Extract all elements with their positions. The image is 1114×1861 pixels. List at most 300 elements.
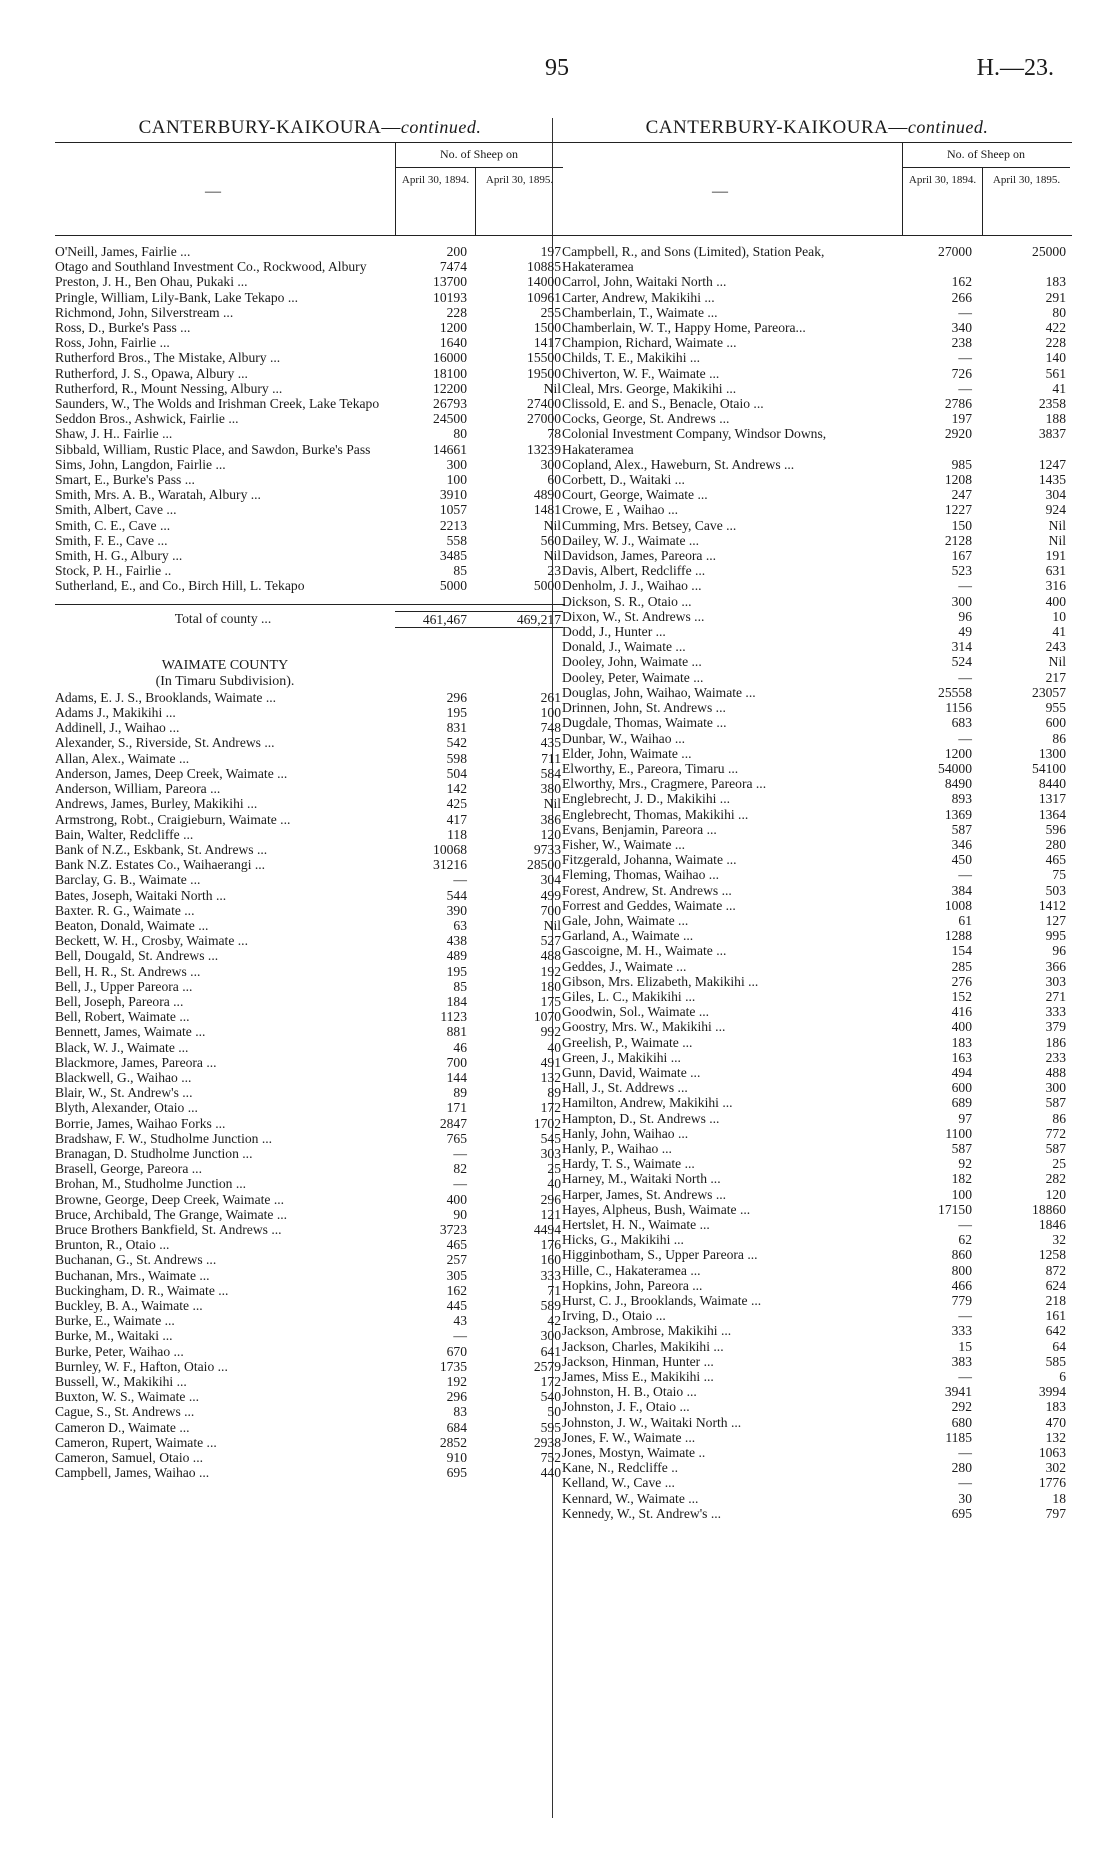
sheep-1894: 154: [951, 943, 972, 959]
sheep-1895: 333: [1045, 1004, 1066, 1020]
owner-name: Hampton, D., St. Andrews ...: [562, 1110, 720, 1126]
sheep-1894: 17150: [938, 1201, 972, 1217]
sheep-1895: 89: [547, 1085, 561, 1101]
sheep-1895: 271: [1045, 988, 1066, 1004]
owner-name: Dooley, Peter, Waimate ...: [562, 669, 704, 685]
owner-name: Seddon Bros., Ashwick, Fairlie ...: [55, 411, 239, 427]
sheep-1894: —: [958, 730, 972, 746]
owner-name: Donald, J., Waimate ...: [562, 639, 686, 655]
sheep-1894: 400: [446, 1191, 467, 1207]
sheep-1894: —: [453, 1176, 467, 1192]
sheep-1895: 4890: [533, 487, 561, 503]
table-row: [562, 487, 1072, 502]
sheep-1894: —: [453, 1145, 467, 1161]
sheep-1894: 466: [951, 1277, 972, 1293]
table-row: [562, 867, 1072, 882]
sheep-1895: 255: [540, 304, 561, 320]
sheep-1894: 1640: [439, 335, 467, 351]
owner-name: Blair, W., St. Andrew's ...: [55, 1085, 193, 1101]
table-row: [562, 350, 1072, 365]
table-row: [562, 1156, 1072, 1171]
table-row: [562, 563, 1072, 578]
sheep-1894: 450: [951, 852, 972, 868]
table-row: [55, 1192, 565, 1207]
owner-name: Ross, John, Fairlie ...: [55, 335, 170, 351]
sheep-1894: 18100: [433, 365, 467, 381]
owner-name: Sims, John, Langdon, Fairlie ...: [55, 456, 226, 472]
owner-name: Corbett, D., Waitaki ...: [562, 472, 685, 488]
sheep-1895: 711: [541, 750, 561, 766]
sheep-1894: 27000: [938, 244, 972, 259]
table-row: [562, 1004, 1072, 1019]
sheep-1895: 120: [540, 826, 561, 842]
sheep-1894: 80: [453, 426, 467, 442]
right-header-dash: —: [712, 183, 728, 200]
sheep-1895: 304: [540, 872, 561, 888]
sheep-1895: Nil: [543, 917, 561, 933]
owner-name: Jones, F. W., Waimate ...: [562, 1429, 696, 1445]
sheep-1895: 527: [540, 933, 561, 949]
sheep-1895: 540: [540, 1389, 561, 1405]
sheep-1894: —: [958, 304, 972, 320]
sheep-1894: 438: [446, 933, 467, 949]
sheep-1894: 684: [446, 1419, 467, 1435]
sheep-1895: 386: [540, 811, 561, 827]
sheep-1894: 54000: [938, 760, 972, 776]
table-row: [562, 594, 1072, 609]
sheep-1894: 1123: [440, 1009, 467, 1025]
sheep-1895: 303: [1045, 973, 1066, 989]
table-row: [562, 1339, 1072, 1354]
sheep-1895: 545: [540, 1130, 561, 1146]
table-row: [55, 244, 565, 259]
sheep-1894: 417: [446, 811, 467, 827]
sheep-1895: 587: [1045, 1095, 1066, 1111]
right-column: [562, 112, 1072, 1521]
sheep-1894: 195: [446, 963, 467, 979]
owner-name: Bussell, W., Makikihi ...: [55, 1374, 187, 1390]
owner-name: Chamberlain, T., Waimate ...: [562, 304, 718, 320]
table-row: [55, 812, 565, 827]
table-row: [55, 933, 565, 948]
left-column-title: CANTERBURY-KAIKOURA—continued.: [138, 117, 482, 138]
owner-name: Dixon, W., St. Andrews ...: [562, 608, 705, 624]
sheep-1895: 161: [1045, 1308, 1066, 1324]
table-row: [55, 903, 565, 918]
section-title: WAIMATE COUNTY: [161, 657, 289, 673]
owner-name: Carter, Andrew, Makikihi ...: [562, 289, 715, 305]
owner-name: Beckett, W. H., Crosby, Waimate ...: [55, 933, 248, 949]
table-row: [55, 766, 565, 781]
table-row: [55, 366, 565, 381]
sheep-1894: 1369: [944, 806, 972, 822]
sheep-1894: 182: [951, 1171, 972, 1187]
table-row: [562, 1095, 1072, 1110]
owner-name: Rutherford Bros., The Mistake, Albury ...: [55, 350, 281, 366]
sheep-1894: 238: [951, 335, 972, 351]
left-column: [55, 112, 565, 1480]
owner-name: Shaw, J. H.. Fairlie ...: [55, 426, 173, 442]
owner-name: Hamilton, Andrew, Makikihi ...: [562, 1095, 733, 1111]
owner-name: Addinell, J., Waihao ...: [55, 720, 180, 736]
owner-name: Richmond, John, Silverstream ...: [55, 304, 234, 320]
sheep-1894: —: [453, 1328, 467, 1344]
owner-name: Alexander, S., Riverside, St. Andrews ...: [55, 735, 275, 751]
sheep-1895: 465: [1045, 852, 1066, 868]
sheep-1895: 18860: [1032, 1201, 1066, 1217]
table-row: [562, 533, 1072, 548]
sheep-1894: 285: [951, 958, 972, 974]
sheep-1895: 10961: [527, 289, 561, 305]
owner-name: Cague, S., St. Andrews ...: [55, 1404, 195, 1420]
owner-name: Bank N.Z. Estates Co., Waihaerangi ...: [55, 857, 266, 873]
sheep-1895: 3837: [1038, 426, 1066, 442]
table-row: [562, 381, 1072, 396]
table-row: [55, 1009, 565, 1024]
table-row: [55, 518, 565, 533]
table-row: [55, 796, 565, 811]
sheep-1894: —: [958, 1475, 972, 1491]
sheep-1894: 89: [453, 1085, 467, 1101]
owner-name: Carrol, John, Waitaki North ...: [562, 274, 727, 290]
table-row: [55, 335, 565, 350]
owner-name: Fleming, Thomas, Waihao ...: [562, 867, 719, 883]
left-table-body: [55, 236, 565, 594]
page-number: 95: [545, 55, 569, 81]
table-row: [55, 1237, 565, 1252]
sheep-1895: 27000: [527, 411, 561, 427]
section-subtitle: (In Timaru Subdivision).: [155, 673, 295, 689]
sheep-1894: 1200: [439, 320, 467, 336]
table-row: [55, 1420, 565, 1435]
sheep-1894: 97: [958, 1110, 972, 1126]
owner-name: Pringle, William, Lily-Bank, Lake Tekapo ...: [55, 289, 299, 305]
owner-name: Childs, T. E., Makikihi ...: [562, 350, 701, 366]
table-row: [55, 1389, 565, 1404]
table-row: [55, 842, 565, 857]
sheep-1895: 1702: [533, 1115, 561, 1131]
sheep-1895: Nil: [543, 548, 561, 564]
owner-name: Bell, J., Upper Pareora ...: [55, 978, 193, 994]
owner-name: Bell, Dougald, St. Andrews ...: [55, 948, 219, 964]
left-header-group: No. of Sheep on: [440, 147, 518, 161]
table-row: [562, 1506, 1072, 1521]
table-row: [562, 1050, 1072, 1065]
sheep-1895: 280: [1045, 836, 1066, 852]
sheep-1894: 1200: [944, 745, 972, 761]
sheep-1895: 132: [540, 1069, 561, 1085]
owner-name: O'Neill, James, Fairlie ...: [55, 244, 191, 259]
table-row: [562, 959, 1072, 974]
sheep-1895: 27400: [527, 396, 561, 412]
table-row: [562, 578, 1072, 593]
right-header-1895: April 30, 1895.: [982, 167, 1070, 235]
table-row: [55, 918, 565, 933]
table-row: [562, 852, 1072, 867]
sheep-1895: 300: [1045, 1080, 1066, 1096]
sheep-1895: 50: [547, 1404, 561, 1420]
sheep-1894: 12200: [433, 380, 467, 396]
sheep-1895: 631: [1045, 563, 1066, 579]
table-row: [55, 857, 565, 872]
sheep-1894: 49: [958, 624, 972, 640]
sheep-1894: 24500: [433, 411, 467, 427]
sheep-1895: 192: [540, 963, 561, 979]
sheep-1895: Nil: [543, 796, 561, 812]
sheep-1895: 1258: [1038, 1247, 1066, 1263]
sheep-1894: 195: [446, 705, 467, 721]
sheep-1894: 800: [951, 1262, 972, 1278]
owner-name: Hopkins, John, Pareora ...: [562, 1277, 703, 1293]
sheep-1895: 6: [1059, 1369, 1066, 1385]
owner-name: Forest, Andrew, St. Andrews ...: [562, 882, 732, 898]
table-row: [562, 1308, 1072, 1323]
sheep-1894: 383: [951, 1353, 972, 1369]
owner-name: Bruce, Archibald, The Grange, Waimate ...: [55, 1206, 288, 1222]
sheep-1894: 1227: [944, 502, 972, 518]
table-row: [55, 350, 565, 365]
owner-name: Kennedy, W., St. Andrew's ...: [562, 1505, 722, 1521]
table-row: [562, 244, 1072, 274]
table-row: [562, 1080, 1072, 1095]
sheep-1894: —: [958, 350, 972, 366]
sheep-1894: 494: [951, 1064, 972, 1080]
owner-name: Kane, N., Redcliffe ..: [562, 1460, 679, 1476]
sheep-1894: 400: [951, 1019, 972, 1035]
sheep-1894: 1156: [945, 700, 972, 716]
sheep-1894: 305: [446, 1267, 467, 1283]
table-row: [562, 396, 1072, 411]
sheep-1895: 60: [547, 472, 561, 488]
sheep-1895: 1435: [1038, 472, 1066, 488]
sheep-1894: 257: [446, 1252, 467, 1268]
table-row: [562, 776, 1072, 791]
table-row: [562, 320, 1072, 335]
table-row: [55, 487, 565, 502]
sheep-1894: 184: [446, 993, 467, 1009]
sheep-1894: 2213: [439, 517, 467, 533]
sheep-1894: 1057: [439, 502, 467, 518]
owner-name: Davidson, James, Pareora ...: [562, 548, 717, 564]
owner-name: Ross, D., Burke's Pass ...: [55, 320, 191, 336]
owner-name: Dailey, W. J., Waimate ...: [562, 532, 700, 548]
owner-name: Goodwin, Sol., Waimate ...: [562, 1004, 710, 1020]
owner-name: Bell, Joseph, Pareora ...: [55, 993, 184, 1009]
sheep-1894: 2847: [439, 1115, 467, 1131]
owner-name: Buchanan, G., St. Andrews ...: [55, 1252, 217, 1268]
owner-name: Black, W. J., Waimate ...: [55, 1039, 189, 1055]
sheep-1895: 15500: [527, 350, 561, 366]
owner-name: Preston, J. H., Ben Ohau, Pukaki ...: [55, 274, 248, 290]
owner-name: Blyth, Alexander, Otaio ...: [55, 1100, 198, 1116]
table-row: [55, 533, 565, 548]
sheep-1894: 695: [446, 1465, 467, 1481]
sheep-1894: 544: [446, 887, 467, 903]
sheep-1894: —: [958, 578, 972, 594]
owner-name: Elworthy, E., Pareora, Timaru ...: [562, 760, 739, 776]
table-row: [562, 457, 1072, 472]
sheep-1894: —: [958, 1369, 972, 1385]
table-row: [55, 948, 565, 963]
sheep-1894: 171: [446, 1100, 467, 1116]
table-row: [55, 827, 565, 842]
left-header-1894: April 30, 1894.: [395, 167, 475, 235]
sheep-1895: 1412: [1038, 897, 1066, 913]
owner-name: Geddes, J., Waimate ...: [562, 958, 687, 974]
owner-name: Chamberlain, W. T., Happy Home, Pareora...: [562, 320, 806, 336]
table-row: [562, 1035, 1072, 1050]
sheep-1894: 600: [951, 1080, 972, 1096]
owner-name: Smith, F. E., Cave ...: [55, 532, 168, 548]
table-row: [562, 670, 1072, 685]
table-row: [562, 943, 1072, 958]
sheep-1895: 304: [1045, 487, 1066, 503]
left-header-dash: —: [205, 183, 221, 200]
sheep-1895: 233: [1045, 1049, 1066, 1065]
sheep-1895: 191: [1045, 548, 1066, 564]
sheep-1894: 2920: [944, 426, 972, 442]
sheep-1895: 491: [540, 1054, 561, 1070]
table-row: [562, 518, 1072, 533]
table-row: [562, 1187, 1072, 1202]
sheep-1895: 872: [1045, 1262, 1066, 1278]
table-row: [562, 1126, 1072, 1141]
table-row: [55, 690, 565, 705]
right-table-header: [562, 142, 1072, 236]
sheep-1895: 40: [547, 1176, 561, 1192]
sheep-1895: 23: [547, 563, 561, 579]
sheep-1894: 13700: [433, 274, 467, 290]
table-row: [562, 761, 1072, 776]
table-row: [562, 715, 1072, 730]
table-row: [562, 1217, 1072, 1232]
sheep-1895: 78: [547, 426, 561, 442]
owner-name: Campbell, R., and Sons (Limited), Station Peak, Hakateramea: [562, 244, 825, 275]
owner-name: Kelland, W., Cave ...: [562, 1475, 675, 1491]
owner-name: Court, George, Waimate ...: [562, 487, 708, 503]
owner-name: Cameron D., Waimate ...: [55, 1419, 190, 1435]
sheep-1894: 162: [446, 1282, 467, 1298]
owner-name: Dooley, John, Waimate ...: [562, 654, 702, 670]
sheep-1894: 587: [951, 821, 972, 837]
owner-name: Dugdale, Thomas, Waimate ...: [562, 715, 727, 731]
sheep-1894: 280: [951, 1460, 972, 1476]
sheep-1895: 440: [540, 1465, 561, 1481]
sheep-1894: 680: [951, 1414, 972, 1430]
sheep-1894: 695: [951, 1505, 972, 1521]
table-row: [55, 426, 565, 441]
sheep-1894: —: [958, 1217, 972, 1232]
owner-name: Evans, Benjamin, Pareora ...: [562, 821, 717, 837]
owner-name: Chiverton, W. F., Waimate ...: [562, 365, 720, 381]
sheep-1894: 162: [951, 274, 972, 290]
table-row: [55, 457, 565, 472]
owner-name: Allan, Alex., Waimate ...: [55, 750, 190, 766]
owner-name: Johnston, J. F., Otaio ...: [562, 1399, 690, 1415]
table-row: [562, 1369, 1072, 1384]
table-row: [562, 1247, 1072, 1262]
sheep-1895: 261: [540, 689, 561, 705]
sheep-1894: 96: [958, 608, 972, 624]
sheep-1895: 1417: [533, 335, 561, 351]
sheep-1894: —: [958, 380, 972, 396]
owner-name: Bain, Walter, Redcliffe ...: [55, 826, 194, 842]
sheep-1894: 150: [951, 517, 972, 533]
table-row: [55, 563, 565, 578]
sheep-1895: 600: [1045, 715, 1066, 731]
sheep-1894: 7474: [439, 259, 467, 275]
sheep-1894: 167: [951, 548, 972, 564]
table-row: [562, 1111, 1072, 1126]
sheep-1895: 587: [1045, 1140, 1066, 1156]
table-row: [562, 1475, 1072, 1490]
sheep-1895: 316: [1045, 578, 1066, 594]
sheep-1894: 523: [951, 563, 972, 579]
sheep-1895: 1481: [533, 502, 561, 518]
table-row: [55, 1435, 565, 1450]
table-row: [55, 735, 565, 750]
owner-name: Bell, H. R., St. Andrews ...: [55, 963, 201, 979]
owner-name: Greelish, P., Waimate ...: [562, 1034, 693, 1050]
sheep-1894: 2786: [944, 396, 972, 412]
sheep-1895: Nil: [1048, 654, 1066, 670]
owner-name: Johnston, H. B., Otaio ...: [562, 1384, 697, 1400]
owner-name: Dodd, J., Hunter ...: [562, 624, 666, 640]
owner-name: Sutherland, E., and Co., Birch Hill, L. Tekapo: [55, 578, 305, 594]
owner-name: Anderson, James, Deep Creek, Waimate ...: [55, 765, 288, 781]
owner-name: Cocks, George, St. Andrews ...: [562, 411, 730, 427]
sheep-1894: —: [958, 669, 972, 685]
sheep-1895: 28500: [527, 857, 561, 873]
sheep-1895: 641: [540, 1343, 561, 1359]
table-row: [55, 720, 565, 735]
sheep-1894: 43: [453, 1313, 467, 1329]
table-row: [55, 305, 565, 320]
owner-name: Brasell, George, Pareora ...: [55, 1161, 202, 1177]
sheep-1894: 333: [951, 1323, 972, 1339]
sheep-1894: 314: [951, 639, 972, 655]
owner-name: Buchanan, Mrs., Waimate ...: [55, 1267, 210, 1283]
sheep-1895: 140: [1045, 350, 1066, 366]
sheep-1895: 4494: [533, 1221, 561, 1237]
sheep-1894: 8490: [944, 776, 972, 792]
sheep-1894: 489: [446, 948, 467, 964]
sheep-1895: 120: [1045, 1186, 1066, 1202]
table-row: [55, 1131, 565, 1146]
table-row: [55, 751, 565, 766]
table-row: [55, 1116, 565, 1131]
table-row: [562, 609, 1072, 624]
sheep-1895: 183: [1045, 274, 1066, 290]
table-row: [55, 442, 565, 457]
table-row: [562, 290, 1072, 305]
sheep-1894: 118: [447, 826, 467, 842]
owner-name: Denholm, J. J., Waihao ...: [562, 578, 702, 594]
owner-name: Jackson, Hinman, Hunter ...: [562, 1353, 714, 1369]
sheep-1894: 689: [951, 1095, 972, 1111]
owner-name: Gale, John, Waimate ...: [562, 912, 689, 928]
table-row: [562, 1430, 1072, 1445]
owner-name: Gibson, Mrs. Elizabeth, Makikihi ...: [562, 973, 759, 989]
sheep-1894: 445: [446, 1298, 467, 1313]
owner-name: Green, J., Makikihi ...: [562, 1049, 681, 1065]
left-table-body-waimate: [55, 690, 565, 1481]
owner-name: Adams, E. J. S., Brooklands, Waimate ...: [55, 689, 277, 705]
owner-name: Barclay, G. B., Waimate ...: [55, 872, 201, 888]
sheep-1894: 726: [951, 365, 972, 381]
sheep-1894: —: [958, 1308, 972, 1324]
table-row: [562, 654, 1072, 669]
